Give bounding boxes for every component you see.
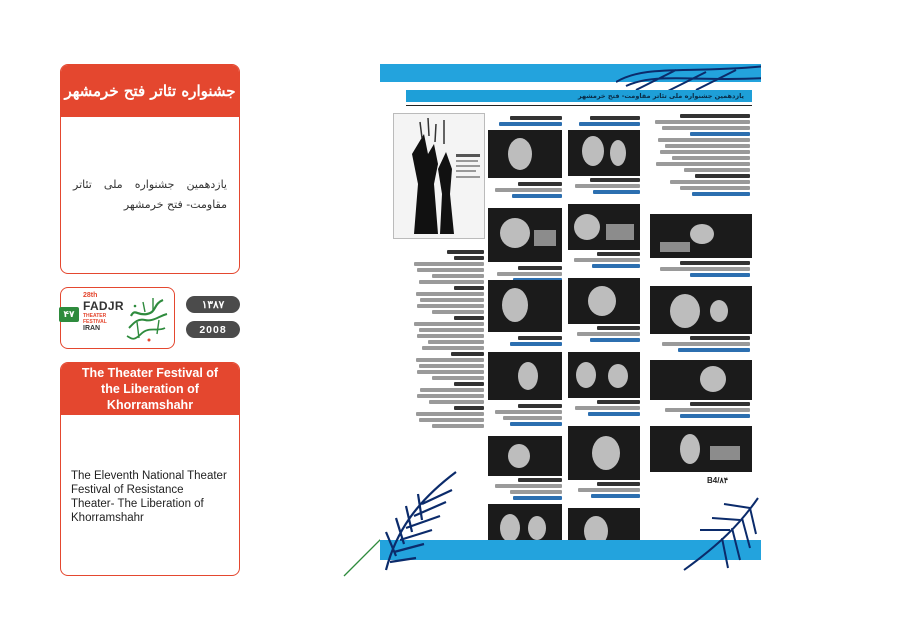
logo-wordmark	[83, 292, 124, 346]
play-caption	[650, 261, 750, 283]
poster-silhouette	[394, 114, 484, 238]
play-caption	[568, 252, 640, 276]
play-photo	[568, 204, 640, 250]
play-photo	[568, 130, 640, 176]
play-caption	[650, 402, 750, 424]
magazine-page-scan	[380, 64, 761, 572]
festival-poster	[393, 113, 485, 239]
play-caption	[650, 336, 750, 358]
english-festival-card	[60, 362, 240, 576]
persian-year-pill: ۱۳۸۷	[186, 296, 240, 313]
english-title-line2: the Liberation of Khorramshahr	[101, 382, 199, 412]
header-rule	[406, 105, 752, 106]
english-title-line1: The Theater Festival of	[81, 366, 219, 380]
english-card-body: The Eleventh National Theater Festival of Resistance Theater- The Liberation of Khorramshahr	[71, 470, 227, 524]
play-photo	[650, 286, 752, 334]
magazine-page-number: B4/۸۴	[707, 476, 729, 485]
play-caption	[568, 116, 640, 128]
persian-card-body: یازدهمین جشنواره ملی تئاتر مقاومت- فتح خرمشهر	[73, 178, 227, 211]
persian-festival-card	[60, 64, 240, 274]
palm-leaf-graphic-right	[680, 494, 760, 572]
play-photo	[650, 360, 752, 400]
play-photo	[650, 214, 752, 258]
play-photo	[488, 280, 562, 332]
gregorian-year-pill: 2008	[186, 321, 240, 338]
play-photo	[568, 278, 640, 324]
play-caption	[568, 178, 640, 202]
page-number-badge: ۴۷	[59, 307, 79, 322]
awards-list	[410, 250, 484, 478]
play-photo	[488, 436, 562, 476]
play-caption	[568, 482, 640, 506]
logo-country: IRAN	[83, 325, 101, 332]
logo-name: FADJR	[83, 299, 124, 313]
logo-edition: 28th	[83, 292, 98, 299]
magazine-header: یازدهمین جشنواره ملی تئاتر مقاومت- فتح خرمشهر	[406, 90, 752, 102]
play-caption	[488, 404, 562, 434]
english-card-title	[61, 363, 239, 415]
logo-subtitle: THEATER FESTIVAL	[83, 313, 107, 325]
credits-text-right	[650, 114, 750, 224]
play-caption	[488, 182, 562, 206]
persian-card-title: جشنواره تئاتر فتح خرمشهر	[61, 65, 239, 117]
play-photo	[488, 130, 562, 178]
play-caption	[488, 116, 562, 128]
palm-leaf-graphic-bottom	[380, 462, 496, 572]
play-caption	[568, 400, 640, 424]
fadjr-festival-logo	[60, 287, 175, 349]
play-photo	[568, 426, 640, 480]
play-photo	[488, 208, 562, 262]
persian-calligraphy-logo	[123, 294, 171, 344]
play-photo	[568, 352, 640, 398]
play-caption	[568, 326, 640, 350]
play-photo	[488, 352, 562, 400]
play-photo	[650, 426, 752, 472]
